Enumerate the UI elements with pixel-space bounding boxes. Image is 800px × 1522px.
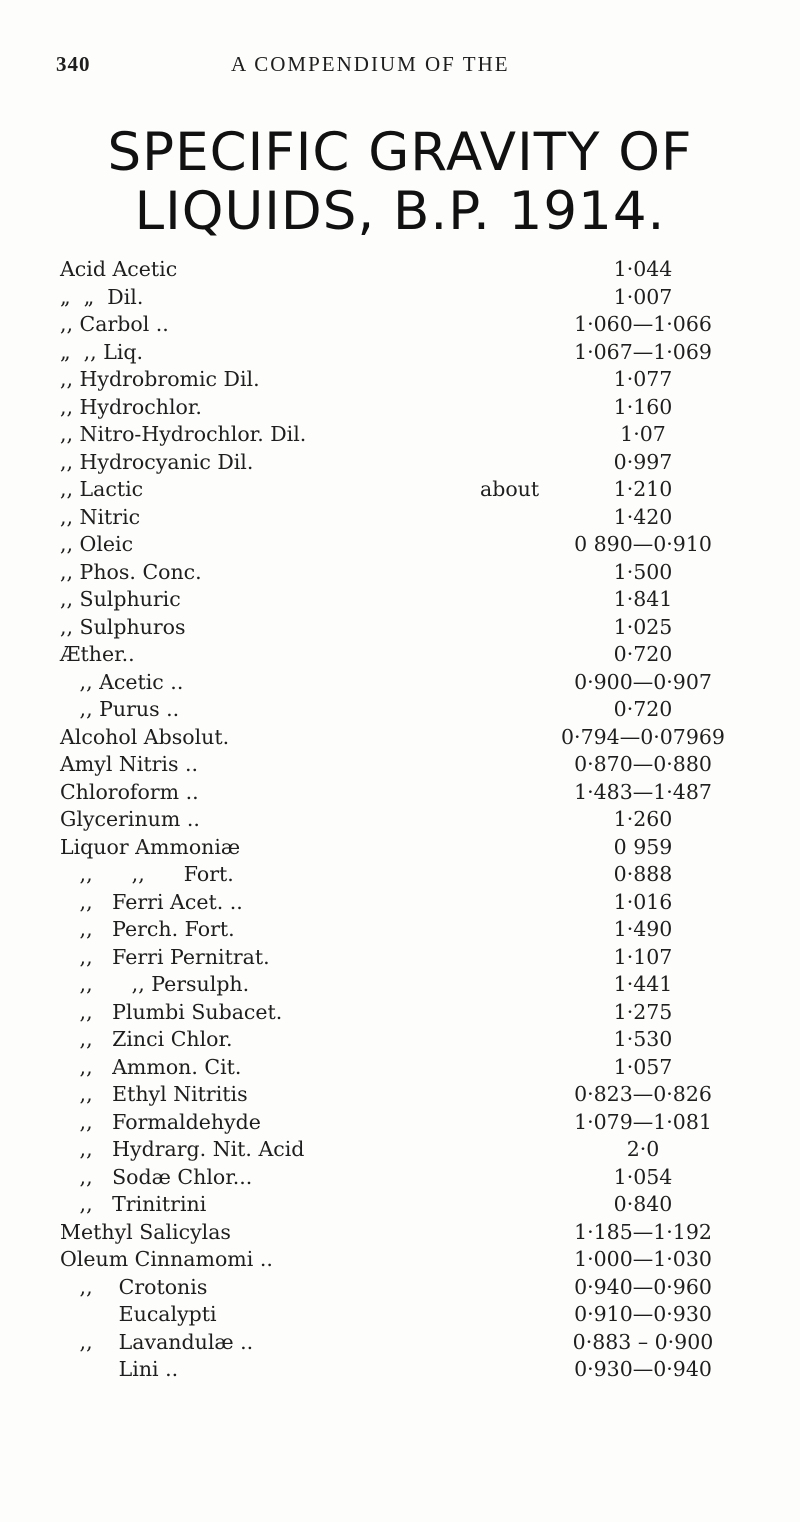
value-note: about <box>480 477 540 501</box>
specific-gravity-value: 1·441 <box>613 972 673 996</box>
specific-gravity-table <box>60 256 760 1384</box>
liquid-name: ,, Formaldehyde <box>60 1109 261 1134</box>
liquid-name: ,, Purus .. <box>60 697 180 721</box>
liquid-name: ,, Plumbi Subacet. <box>60 999 283 1024</box>
liquid-name: „ ,, Liq. <box>60 339 144 364</box>
liquid-name: ,, Sulphuros <box>60 614 186 639</box>
liquid-name: ,, Crotonis <box>60 1274 208 1299</box>
specific-gravity-value: 0 890—0·910 <box>574 532 712 556</box>
specific-gravity-value: 1·067—1·069 <box>574 339 712 364</box>
specific-gravity-value: 2·0 <box>626 1137 660 1161</box>
liquid-name: ,, Oleic <box>60 532 134 556</box>
liquid-name: ,, Sulphuric <box>60 587 181 611</box>
liquid-name: ,, ,, Persulph. <box>60 972 250 996</box>
table-row <box>60 696 760 724</box>
table-row <box>60 1219 760 1247</box>
specific-gravity-value: 1·025 <box>613 614 673 639</box>
specific-gravity-value: 1·841 <box>613 587 673 611</box>
page-number: 340 <box>56 52 91 76</box>
table-row <box>60 531 760 559</box>
table-row <box>60 1026 760 1054</box>
table-row <box>60 1329 760 1357</box>
liquid-name: ,, Hydrochlor. <box>60 394 202 419</box>
table-row <box>60 1109 760 1137</box>
page-header <box>56 52 760 82</box>
table-row <box>60 394 760 422</box>
table-row <box>60 1191 760 1219</box>
table-row <box>60 476 760 504</box>
table-row <box>60 586 760 614</box>
specific-gravity-value: 1·490 <box>613 917 673 941</box>
table-row <box>60 779 760 807</box>
liquid-name: ,, Lactic <box>60 477 144 501</box>
liquid-name: ,, Nitro-Hydrochlor. Dil. <box>60 422 307 446</box>
specific-gravity-value: 1·07 <box>620 422 666 446</box>
liquid-name: Alcohol Absolut. <box>60 724 230 749</box>
table-row <box>60 944 760 972</box>
table-row <box>60 366 760 394</box>
specific-gravity-value: 1·107 <box>613 944 673 969</box>
specific-gravity-value: 1·483—1·487 <box>574 779 712 804</box>
liquid-name: ,, Phos. Conc. <box>60 559 202 584</box>
table-row <box>60 421 760 449</box>
table-row <box>60 724 760 752</box>
specific-gravity-value: 1·160 <box>613 394 673 419</box>
liquid-name: ,, Nitric <box>60 504 141 529</box>
table-row <box>60 1356 760 1384</box>
specific-gravity-value: 1·079—1·081 <box>574 1109 712 1134</box>
specific-gravity-value: 1·054 <box>613 1164 673 1189</box>
liquid-name: ,, Acetic .. <box>60 669 184 694</box>
liquid-name: ,, Zinci Chlor. <box>60 1027 233 1051</box>
table-row <box>60 1136 760 1164</box>
running-title: A COMPENDIUM OF THE <box>231 52 510 76</box>
specific-gravity-value: 1·275 <box>613 999 673 1024</box>
liquid-name: Liquor Ammoniæ <box>60 834 241 859</box>
specific-gravity-value: 0·840 <box>613 1192 673 1216</box>
liquid-name: Methyl Salicylas <box>60 1219 231 1244</box>
liquid-name: ,, Ferri Acet. .. <box>60 889 243 914</box>
specific-gravity-value: 1·007 <box>613 284 673 309</box>
table-row <box>60 1054 760 1082</box>
table-row <box>60 1274 760 1302</box>
liquid-name: ,, Ethyl Nitritis <box>60 1082 248 1106</box>
table-row <box>60 614 760 642</box>
specific-gravity-value: 1·185—1·192 <box>574 1219 712 1244</box>
table-row <box>60 1246 760 1274</box>
specific-gravity-value: 1·044 <box>613 257 673 281</box>
liquid-name: ,, Ferri Pernitrat. <box>60 944 270 969</box>
specific-gravity-value: 0·870—0·880 <box>574 752 712 776</box>
table-row <box>60 999 760 1027</box>
specific-gravity-value: 1·057 <box>613 1054 673 1079</box>
table-row <box>60 669 760 697</box>
liquid-name: ,, Lavandulæ .. <box>60 1329 254 1354</box>
liquid-name: Acid Acetic <box>60 257 178 281</box>
specific-gravity-value: 0·900—0·907 <box>574 669 712 694</box>
table-row <box>60 256 760 284</box>
table-title-line-2: LIQUIDS, B.P. 1914. <box>134 181 666 242</box>
table-row <box>60 311 760 339</box>
specific-gravity-value: 0·823—0·826 <box>574 1082 712 1106</box>
specific-gravity-value: 0·910—0·930 <box>574 1302 712 1326</box>
specific-gravity-value: 0·720 <box>613 697 673 721</box>
specific-gravity-value: 1·260 <box>613 807 673 831</box>
table-row <box>60 449 760 477</box>
liquid-name: Eucalypti <box>60 1302 217 1326</box>
liquid-name: Oleum Cinnamomi .. <box>60 1247 273 1271</box>
table-row <box>60 559 760 587</box>
liquid-name: ,, Sodæ Chlor... <box>60 1164 253 1189</box>
liquid-name: ,, Hydrarg. Nit. Acid <box>60 1137 305 1161</box>
specific-gravity-value: 0·997 <box>613 449 673 474</box>
specific-gravity-value: 1·077 <box>613 367 673 391</box>
liquid-name: ,, ,, Fort. <box>60 862 234 886</box>
specific-gravity-value: 1·420 <box>613 504 673 529</box>
liquid-name: Chloroform .. <box>60 779 199 804</box>
liquid-name: ,, Hydrobromic Dil. <box>60 367 260 391</box>
table-row <box>60 1164 760 1192</box>
liquid-name: ,, Perch. Fort. <box>60 917 235 941</box>
specific-gravity-value: 0·888 <box>613 862 673 886</box>
liquid-name: ,, Ammon. Cit. <box>60 1054 242 1079</box>
table-row <box>60 861 760 889</box>
table-row <box>60 806 760 834</box>
specific-gravity-value: 0·940—0·960 <box>574 1274 712 1299</box>
liquid-name: ,, Trinitrini <box>60 1192 207 1216</box>
specific-gravity-value: 1·000—1·030 <box>574 1247 712 1271</box>
liquid-name: Æther.. <box>60 642 135 666</box>
liquid-name: Glycerinum .. <box>60 807 200 831</box>
table-row <box>60 504 760 532</box>
table-row <box>60 751 760 779</box>
specific-gravity-value: 0·930—0·940 <box>574 1357 712 1381</box>
table-row <box>60 889 760 917</box>
table-row <box>60 1301 760 1329</box>
specific-gravity-value: 1·210 <box>613 477 673 501</box>
liquid-name: ,, Carbol .. <box>60 312 169 336</box>
table-row <box>60 971 760 999</box>
liquid-name: Lini .. <box>60 1357 179 1381</box>
liquid-name: „ „ Dil. <box>60 284 144 309</box>
liquid-name: ,, Hydrocyanic Dil. <box>60 449 254 474</box>
table-row <box>60 1081 760 1109</box>
specific-gravity-value: 0·794—0·07969 <box>561 724 725 749</box>
liquid-name: Amyl Nitris .. <box>60 752 199 776</box>
specific-gravity-value: 1·016 <box>613 889 673 914</box>
specific-gravity-value: 1·500 <box>613 559 673 584</box>
table-row <box>60 641 760 669</box>
table-row <box>60 339 760 367</box>
specific-gravity-value: 0·883 – 0·900 <box>572 1329 714 1354</box>
specific-gravity-value: 1·060—1·066 <box>574 312 712 336</box>
specific-gravity-value: 0 959 <box>613 834 673 859</box>
table-title-line-1: SPECIFIC GRAVITY OF <box>107 122 693 183</box>
specific-gravity-value: 1·530 <box>613 1027 673 1051</box>
table-row <box>60 284 760 312</box>
table-row <box>60 916 760 944</box>
table-row <box>60 834 760 862</box>
specific-gravity-value: 0·720 <box>613 642 673 666</box>
